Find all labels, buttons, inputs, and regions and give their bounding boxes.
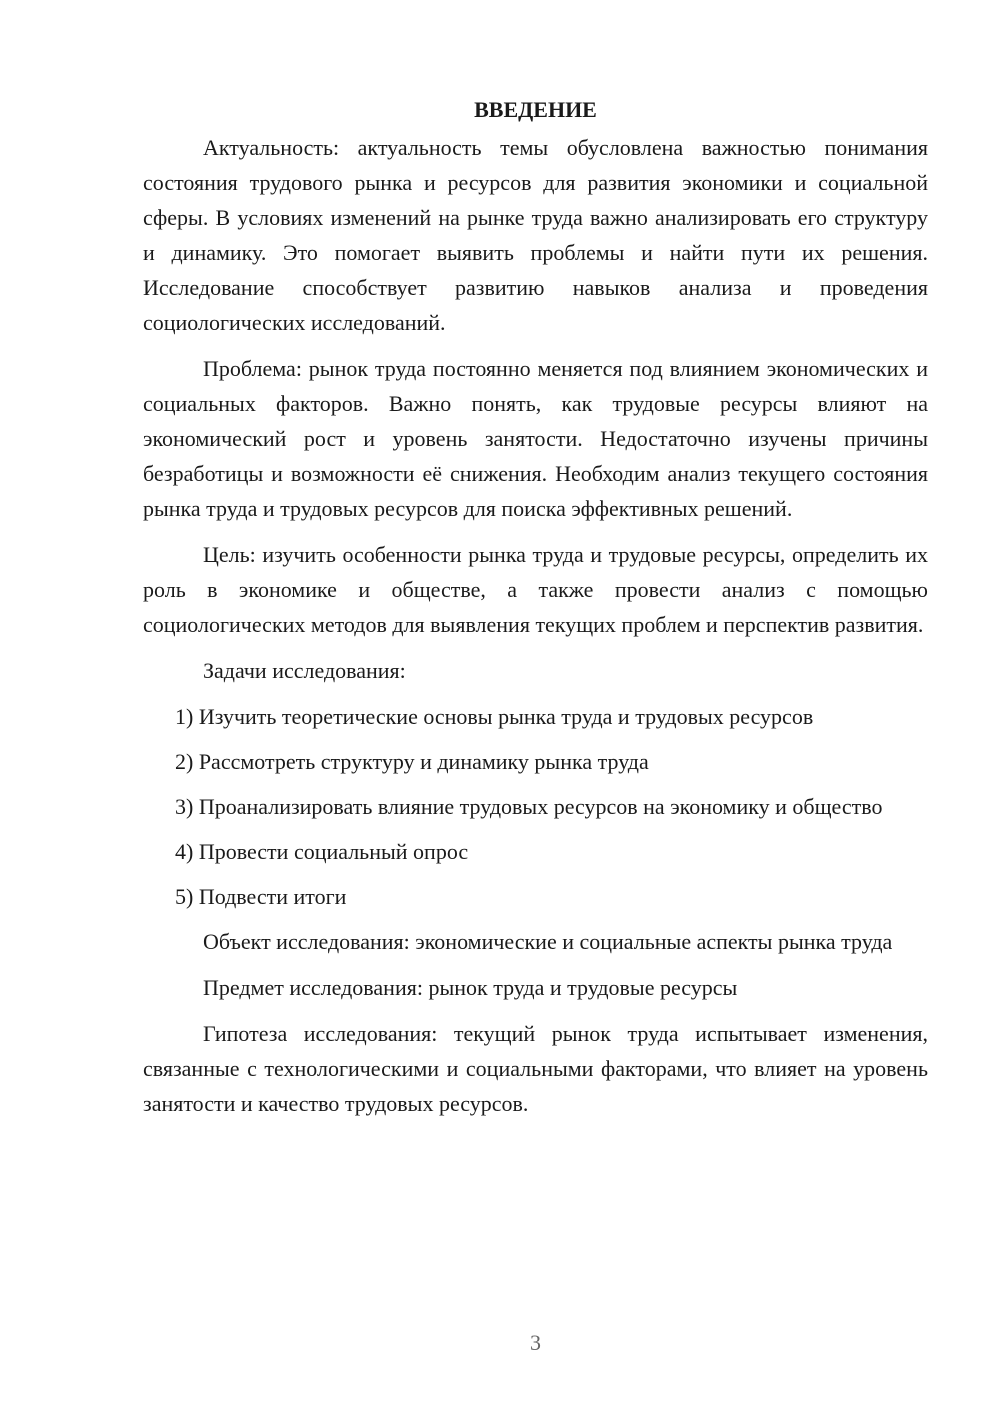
object-paragraph: Объект исследования: экономические и социальные аспекты рынка труда — [203, 929, 893, 954]
tasks-heading: Задачи исследования: — [203, 658, 406, 683]
relevance-paragraph: Актуальность: актуальность темы обусловлена важностью понимания состояния трудового рынка и ресурсов для развития экономики и социальной сферы. В условиях изменений на рынке труда важно анализировать его структуру и динамику. Это помогает выявить проблемы и найти пути их решения. Исследование способствует развитию навыков анализа и проведения социологических исследований. — [143, 135, 928, 335]
page-number: 3 — [530, 1330, 541, 1355]
subject-paragraph: Предмет исследования: рынок труда и трудовые ресурсы — [203, 975, 738, 1000]
task-item-3: 3) Проанализировать влияние трудовых ресурсов на экономику и общество — [175, 794, 883, 819]
task-item-2: 2) Рассмотреть структуру и динамику рынка труда — [175, 749, 649, 774]
task-item-1: 1) Изучить теоретические основы рынка труда и трудовых ресурсов — [175, 704, 814, 729]
problem-paragraph: Проблема: рынок труда постоянно меняется под влиянием экономических и социальных факторов. Важно понять, как трудовые ресурсы влияют на экономический рост и уровень занятости. Недостаточно изучены причины безработицы и возможности её снижения. Необходим анализ текущего состояния рынка труда и трудовых ресурсов для поиска эффективных решений. — [143, 356, 928, 521]
document-page — [143, 92, 928, 1132]
task-item-4: 4) Провести социальный опрос — [175, 839, 469, 864]
task-item-5: 5) Подвести итоги — [175, 884, 347, 909]
hypothesis-paragraph: Гипотеза исследования: текущий рынок труда испытывает изменения, связанные с технологическими и социальными факторами, что влияет на уровень занятости и качество трудовых ресурсов. — [143, 1021, 928, 1116]
goal-paragraph: Цель: изучить особенности рынка труда и трудовые ресурсы, определить их роль в экономике и обществе, а также провести анализ с помощью социологических методов для выявления текущих проблем и перспектив развития. — [143, 542, 928, 637]
page-title: ВВЕДЕНИЕ — [474, 97, 597, 122]
